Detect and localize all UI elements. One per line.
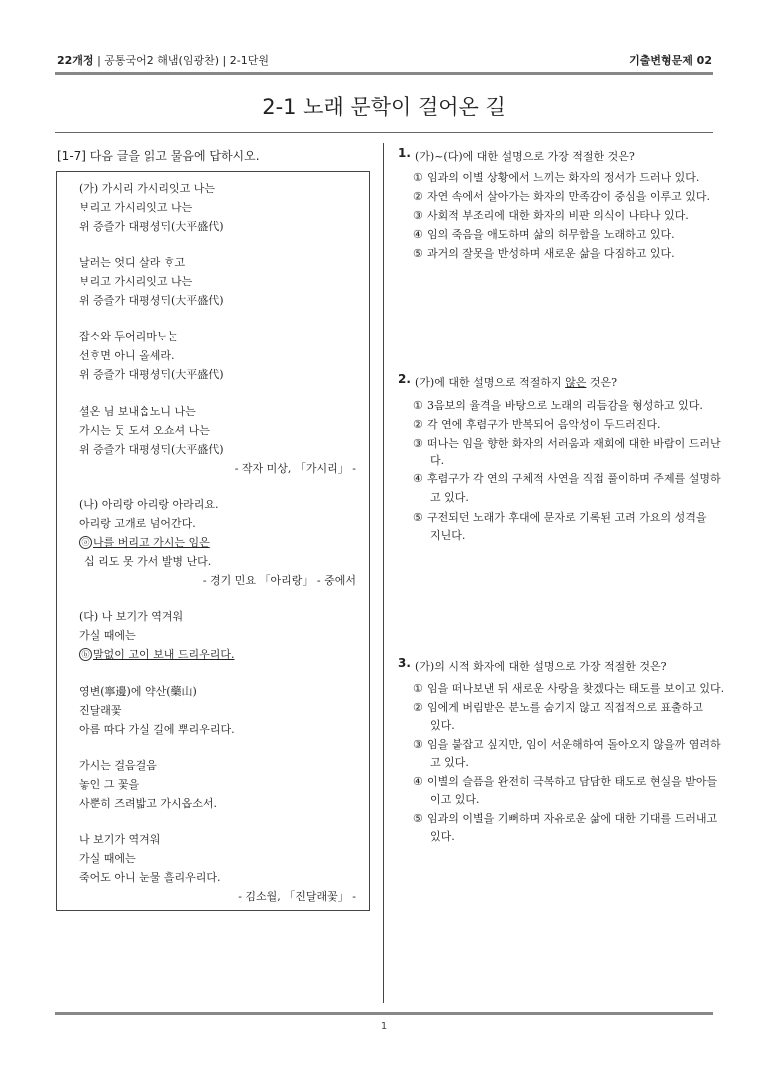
option-text: 과거의 잘못을 반성하며 새로운 삶을 다짐하고 있다. (427, 247, 675, 260)
passage-line: 진달래꽃 (79, 704, 122, 717)
passage-line (79, 534, 210, 550)
doc-type-label: 기출변형문제 02 (629, 54, 712, 67)
option-number: ③ (413, 209, 423, 222)
passage-line: 십 리도 못 가서 발병 난다. (84, 555, 212, 568)
passage-line (79, 496, 218, 512)
passage-line (79, 180, 215, 196)
passage-line: 선ᄒᆞ면 아니 올셰라. (79, 349, 175, 362)
answer-option[interactable] (413, 773, 717, 789)
question-stem: (가)~(다)에 대한 설명으로 가장 적절한 것은? (415, 150, 635, 163)
option-continuation: 있다. (430, 830, 455, 843)
passage-line: 죽어도 아니 눈물 흘리우리다. (79, 871, 221, 884)
answer-option[interactable] (413, 736, 721, 752)
passage-line: 가시는 ᄃᆞᆺ 도셔 오쇼셔 나는 (79, 424, 210, 437)
option-number: ③ (413, 738, 423, 751)
question-number: 3. (398, 656, 411, 670)
passage-line: ᄇᆞ리고 가시리잇고 나는 (79, 201, 193, 214)
passage-line (79, 646, 235, 662)
answer-option[interactable] (413, 699, 703, 715)
passage-line: 사뿐히 즈려밟고 가시옵소서. (79, 797, 218, 810)
header-separator: | (222, 54, 227, 67)
footer-rule (55, 1012, 713, 1015)
verse-text: 나 보기가 역겨워 (101, 610, 184, 623)
option-number: ⑤ (413, 812, 423, 825)
section-label-da: (다) (79, 610, 99, 623)
option-text: 임을 떠나보낸 뒤 새로운 사랑을 찾겠다는 태도를 보이고 있다. (427, 682, 725, 695)
option-continuation: 다. (430, 454, 445, 467)
publisher-label: 해냄(임광찬) (157, 54, 220, 67)
edition-label: 22개정 (57, 54, 94, 67)
option-number: ④ (413, 472, 423, 485)
option-text: 사회적 부조리에 대한 화자의 비판 의식이 나타나 있다. (427, 209, 689, 222)
option-number: ① (413, 682, 423, 695)
subject-label: 공통국어2 (104, 54, 154, 67)
answer-option[interactable] (413, 397, 703, 413)
passage-line: 위 증즐가 대평셩ᄃᆡ(大平盛代) (79, 443, 224, 456)
underlined-phrase: 말없이 고이 보내 드리우리다. (93, 648, 235, 661)
verse-text: 아리랑 아리랑 아라리요. (101, 498, 219, 511)
passage-line: 나 보기가 역겨워 (79, 833, 161, 846)
passage-line: 위 증즐가 대평셩ᄃᆡ(大平盛代) (79, 294, 224, 307)
marker-b: ⓑ (79, 648, 92, 661)
passage-line: 가실 때에는 (79, 852, 136, 865)
option-text: 이별의 슬픔을 완전히 극복하고 담담한 태도로 현실을 받아들 (427, 775, 718, 788)
source-citation: - 김소월, 「진달래꽃」 - (238, 890, 356, 903)
answer-option[interactable] (413, 169, 699, 185)
stem-emphasis: 않은 (565, 376, 587, 389)
option-number: ① (413, 399, 423, 412)
passage-line: 가시는 걸음걸음 (79, 759, 157, 772)
option-number: ② (413, 418, 423, 431)
verse-text: 가시리 가시리잇고 나는 (101, 182, 215, 195)
answer-option[interactable] (413, 509, 707, 525)
marker-a: ⓐ (79, 536, 92, 549)
answer-option[interactable] (413, 245, 675, 261)
question-stem: (가)의 시적 화자에 대한 설명으로 가장 적절한 것은? (415, 660, 667, 673)
section-label-na: (나) (79, 498, 99, 511)
header-separator: | (97, 54, 101, 67)
page-number: 1 (380, 1021, 388, 1032)
passage-line: 위 증즐가 대평셩ᄃᆡ(大平盛代) (79, 220, 224, 233)
answer-option[interactable] (413, 680, 724, 696)
stem-text: (가)에 대한 설명으로 적절하지 (415, 376, 566, 389)
passage-line: 영변(寧邊)에 약산(藥山) (79, 685, 197, 698)
source-citation: - 경기 민요 「아리랑」 - 중에서 (202, 574, 356, 587)
answer-option[interactable] (413, 226, 675, 242)
option-text: 3음보의 율격을 바탕으로 노래의 리듬감을 형성하고 있다. (427, 399, 703, 412)
page-title: 2-1 노래 문학이 걸어온 길 (262, 95, 506, 119)
option-text: 구전되던 노래가 후대에 문자로 기록된 고려 가요의 성격을 (427, 511, 707, 524)
option-text: 자연 속에서 살아가는 화자의 만족감이 중심을 이루고 있다. (427, 190, 710, 203)
answer-option[interactable] (413, 810, 717, 826)
underlined-phrase: 나를 버리고 가시는 임은 (93, 536, 210, 549)
option-text: 임과의 이별 상황에서 느끼는 화자의 정서가 드러나 있다. (427, 171, 700, 184)
passage-line: ᄇᆞ리고 가시리잇고 나는 (79, 275, 193, 288)
header-rule (55, 72, 713, 75)
passage-line: 아리랑 고개로 넘어간다. (79, 517, 196, 530)
option-number: ⑤ (413, 511, 423, 524)
passage-line: 위 증즐가 대평셩ᄃᆡ(大平盛代) (79, 368, 224, 381)
question-number: 1. (398, 146, 411, 160)
option-number: ① (413, 171, 423, 184)
stem-text: 것은? (586, 376, 618, 389)
passage-line: 놓인 그 꽃을 (79, 778, 140, 791)
answer-option[interactable] (413, 207, 689, 223)
answer-option[interactable] (413, 470, 721, 486)
section-label-ga: (가) (79, 182, 99, 195)
option-continuation: 있다. (430, 719, 455, 732)
passage-line: 잡ᄉᆞ와 두어리마ᄂᆞᄂᆞᆫ (79, 330, 179, 343)
option-continuation: 지닌다. (430, 529, 466, 542)
option-number: ④ (413, 228, 423, 241)
option-number: ② (413, 701, 423, 714)
passage-line: 날러는 엇디 살라 ᄒᆞ고 (79, 256, 186, 269)
option-text: 임을 붙잡고 싶지만, 임이 서운해하여 돌아오지 않을까 염려하 (427, 738, 721, 751)
option-continuation: 고 있다. (430, 756, 469, 769)
answer-option[interactable] (413, 188, 710, 204)
source-citation: - 작자 미상, 「가시리」 - (234, 462, 356, 475)
answer-option[interactable] (413, 416, 661, 432)
header-meta (57, 52, 269, 68)
passage-line (79, 608, 183, 624)
option-text: 떠나는 임을 향한 화자의 서러움과 재회에 대한 바람이 드러난 (427, 437, 721, 450)
answer-option[interactable] (413, 435, 721, 451)
option-text: 임과의 이별을 기뻐하며 자유로운 삶에 대한 기대를 드러내고 (427, 812, 718, 825)
option-number: ③ (413, 437, 423, 450)
option-continuation: 고 있다. (430, 491, 469, 504)
instruction: [1-7] 다음 글을 읽고 물음에 답하시오. (57, 149, 260, 163)
column-divider (383, 143, 384, 1003)
option-number: ② (413, 190, 423, 203)
option-number: ④ (413, 775, 423, 788)
option-number: ⑤ (413, 247, 423, 260)
option-text: 각 연에 후렴구가 반복되어 음악성이 두드러진다. (427, 418, 661, 431)
passage-line: 가실 때에는 (79, 629, 136, 642)
question-number: 2. (398, 372, 411, 386)
option-text: 임에게 버림받은 분노를 숨기지 않고 직접적으로 표출하고 (427, 701, 704, 714)
passage-line: 셜온 님 보내ᅀᆞᆸ노니 나는 (79, 405, 196, 418)
question-stem (415, 374, 617, 390)
title-rule (55, 132, 713, 133)
passage-line: 아름 따다 가실 길에 뿌리우리다. (79, 723, 235, 736)
unit-label: 2-1단원 (229, 54, 269, 67)
option-text: 후렴구가 각 연의 구체적 사연을 직접 풀이하며 주제를 설명하 (427, 472, 721, 485)
option-continuation: 이고 있다. (430, 793, 480, 806)
option-text: 임의 죽음을 애도하며 삶의 허무함을 노래하고 있다. (427, 228, 675, 241)
